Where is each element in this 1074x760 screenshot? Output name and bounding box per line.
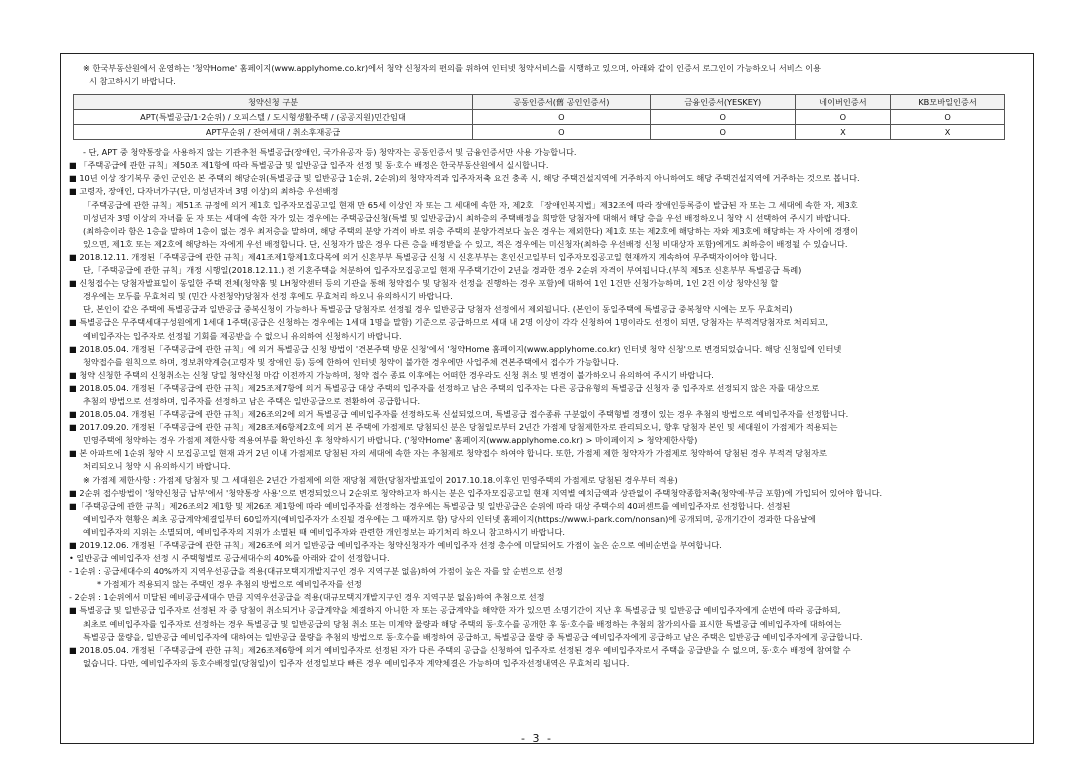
- notice-line: ■ 특별공급은 무주택세대구성원에게 1세대 1주택(공급은 신청하는 경우에는 1세대 1명을 말함) 기준으로 공급하므로 세대 내 2명 이상이 각각 신청하여 1명이라도 선정이 되면, 당첨자는 부적격당첨자로 처리되고,: [69, 317, 828, 328]
- notice-line: ■ 2순위 접수방법이 '청약신청금 납부'에서 '청약통장 사용'으로 변경되었으니 2순위로 청약하고자 하시는 분은 입주자모집공고일 현재 지역별 예치금액과 상관없이 주택청약종합저축(청약예·부금 포함)에 가입되어 있어야 합니다.: [69, 487, 883, 498]
- notice-line: ■ 고령자, 장애인, 다자녀가구(단, 미성년자녀 3명 이상)의 최하층 우선배정: [69, 186, 339, 197]
- certificate-table: [73, 94, 1005, 140]
- table-cell: O: [795, 110, 890, 125]
- notice-line: ■ 2017.09.20. 개정된「주택공급에 관한 규칙」제28조제6항제2호에 의거 본 주택에 가점제로 당첨되신 분은 당첨일로부터 2년간 가점제 당첨제한자로 관리되오니, 향후 당첨자 본인 및 세대원이 가점제가 적용되는: [69, 422, 838, 433]
- table-cell: O: [650, 125, 795, 140]
- notice-line: 청약접수를 원칙으로 하며, 정보취약계층(고령자 및 장애인 등) 등에 한하여 인터넷 청약이 불가한 경우에만 사업주체 견본주택에서 접수가 가능합니다.: [83, 356, 619, 367]
- table-header: 공동인증서(舊 공인인증서): [473, 95, 651, 110]
- table-row: [74, 125, 1005, 140]
- notice-line: 미성년자 3명 이상의 자녀를 둔 자 또는 세대에 속한 자가 있는 경우에는 주택공급신청(특별 및 일반공급)시 최하층의 주택배정을 희망한 당첨자에 대해서 해당 층을 우선 배정하오니 청약 시 선택하여 주시기 바랍니다.: [83, 212, 851, 223]
- table-cell: X: [795, 125, 890, 140]
- notice-line: 민영주택에 청약하는 경우 가점제 제한사항 적용여부를 확인하신 후 청약하시기 바랍니다. ('청약Home' 홈페이지(www.applyhome.co.kr) > 마이페이지 > 청약제한사항): [83, 435, 698, 446]
- notice-line: * 가점제가 적용되지 않는 주택인 경우 추첨의 방법으로 예비입주자를 선정: [97, 579, 362, 590]
- notice-line: 특별공급 물량을, 일반공급 예비입주자에 대하여는 일반공급 물량을 추첨의 방법으로 동·호수를 배정하여 공급하고, 특별공급 물량 중 특별공급 예비입주자에게 공급하고 남은 주택은 일반공급 예비입주자에게 공급합니다.: [83, 631, 863, 642]
- notice-line: ■ 10년 이상 장기복무 중인 군인은 본 주택의 해당순위(특별공급 및 일반공급 1순위, 2순위)의 청약자격과 입주자저축 요건 충족 시, 해당 주택건설지역에 거주하지 아니하여도 해당 주택건설지역에 거주하는 것으로 봅니다.: [69, 173, 860, 184]
- table-cell: APT(특별공급/1·2순위) / 오피스텔 / 도시형생활주택 / (공공지원)민간임대: [74, 110, 473, 125]
- notice-line: 있으면, 제1호 또는 제2호에 해당하는 자에게 우선 배정합니다. 단, 신청자가 많은 경우 다른 층을 배정받을 수 있고, 적은 경우에는 미신청자(최하층 우선배정 신청 비대상자 포함)에게도 최하층이 배정될 수 있습니다.: [83, 238, 848, 249]
- notice-line: ■ 「주택공급에 관한 규칙」제50조 제1항에 따라 특별공급 및 일반공급 입주자 선정 및 동·호수 배정은 한국부동산원에서 실시합니다.: [69, 160, 549, 171]
- notice-line: 예비입주자 현황은 최초 공급계약체결일부터 60일까지(예비입주자가 소진될 경우에는 그 때까지로 함) 당사의 인터넷 홈페이지(https://www.i-park.com/nonsan)에 공개되며, 공개기간이 경과한 다음날에: [83, 513, 816, 524]
- table-header-row: [74, 95, 1005, 110]
- notice-line: ■ 2018.12.11. 개정된「주택공급에 관한 규칙」제41조제1항제1호다목에 의거 신혼부부 특별공급 신청 시 신혼부부는 혼인신고일부터 입주자모집공고일 현재까지 계속하여 무주택자이어야 합니다.: [69, 251, 778, 262]
- notice-line: • 일반공급 예비입주자 선정 시 주택형별로 공급세대수의 40%를 아래와 같이 선정합니다.: [69, 553, 390, 564]
- intro-line-1: ※ 한국부동산원에서 운영하는 '청약Home' 홈페이지(www.applyhome.co.kr)에서 청약 신청자의 편의를 위하여 인터넷 청약서비스를 시행하고 있으며, 아래와 같이 인증서 로그인이 가능하오니 서비스 이용: [83, 63, 821, 73]
- notice-line: ■ 신청접수는 당첨자발표일이 동일한 주택 전체(청약홈 및 LH청약센터 등의 기관을 통해 청약접수 및 당첨자 선정을 진행하는 경우 포함)에 대하여 1인 1건만 신청가능하며, 1인 2건 이상 청약신청 할: [69, 278, 779, 289]
- notice-line: ■「주택공급에 관한 규칙」제26조의2 제1항 및 제26조 제1항에 따라 예비입주자를 선정하는 경우에는 특별공급 및 일반공급은 순위에 따라 대상 주택수의 40퍼센트를 예비입주자로 선정합니다. 선정된: [69, 500, 791, 511]
- notice-line: 단, 본인이 같은 주택에 특별공급과 일반공급 중복신청이 가능하나 특별공급 당첨자로 선정될 경우 일반공급 당첨자 선정에서 제외됩니다. (본인이 동일주택에 특별공급 중복청약 시에는 모두 무효처리): [83, 304, 793, 315]
- notice-line: - 단, APT 중 청약통장을 사용하지 않는 기관추천 특별공급(장애인, 국가유공자 등) 청약자는 공동인증서 및 금융인증서만 사용 가능합니다.: [83, 147, 577, 158]
- notice-line: 없습니다. 다만, 예비입주자의 동호수배정일(당첨일)이 입주자 선정일보다 빠른 경우 예비입주자 계약체결은 가능하며 입주자선정내역은 무효처리 됩니다.: [83, 657, 630, 668]
- notice-line: ■ 특별공급 및 일반공급 입주자로 선정된 자 중 당첨이 취소되거나 공급계약을 체결하지 아니한 자 또는 공급계약을 해약한 자가 있으면 소명기간이 지난 후 특별공급 및 일반공급 예비입주자에게 순번에 따라 공급하되,: [69, 605, 841, 616]
- notice-line: (최하층이라 함은 1층을 말하며 1층이 없는 경우 최저층을 말하며, 해당 주택의 분양 가격이 바로 위층 주택의 분양가격보다 높은 경우는 제외한다) 제1호 또는 제2호에 해당하는 자와 제3호에 해당하는 자 사이에 경쟁이: [83, 225, 858, 236]
- notice-line: 처리되오니 청약 시 유의하시기 바랍니다.: [83, 461, 231, 472]
- table-cell: X: [891, 125, 1005, 140]
- notice-body: [69, 146, 1025, 670]
- table-header: 네이버인증서: [795, 95, 890, 110]
- notice-line: 추첨의 방법으로 선정하며, 입주자를 선정하고 남은 주택은 일반공급으로 전환하여 공급합니다.: [83, 395, 421, 406]
- notice-line: 단,「주택공급에 관한 규칙」개정 시행일(2018.12.11.) 전 기혼주택을 처분하여 입주자모집공고일 현재 무주택기간이 2년을 경과한 경우 2순위 자격이 부여됩니다.(부칙 제5조 신혼부부 특별공급 특례): [83, 265, 802, 276]
- notice-line: 예비입주자의 지위는 소멸되며, 예비입주자의 지위가 소멸된 때 예비입주자와 관련한 개인정보는 파기처리 하오니 참고하시기 바랍니다.: [83, 526, 565, 537]
- notice-line: ■ 2019.12.06. 개정된「주택공급에 관한 규칙」제26조에 의거 일반공급 예비입주자는 청약신청자가 예비입주자 선정 총수에 미달되어도 가점이 높은 순으로 예비순번을 부여합니다.: [69, 540, 722, 550]
- table-header: KB모바일인증서: [891, 95, 1005, 110]
- notice-frame: [60, 53, 1034, 744]
- notice-line: 최초로 예비입주자를 입주자로 선정하는 경우 특별공급 및 일반공급의 당첨 취소 또는 미계약 물량과 해당 주택의 동·호수를 공개한 후 동·호수를 배정하는 추첨의 참가의사를 표시한 특별공급 예비입주자에 대하여는: [83, 618, 842, 629]
- notice-line: ※ 가점제 제한사항 : 가점제 당첨자 및 그 세대원은 2년간 가점제에 의한 재당첨 제한(당첨자발표일이 2017.10.18.이후인 민영주택의 가점제로 당첨된 경우부터 적용): [83, 474, 678, 485]
- page-number: - 3 -: [521, 732, 553, 745]
- table-cell: O: [891, 110, 1005, 125]
- table-header: 금융인증서(YESKEY): [650, 95, 795, 110]
- notice-line: - 1순위 : 공급세대수의 40%까지 지역우선공급을 적용(대규모택지개발지구인 경우 지역구분 없음)하여 가점이 높은 자를 앞 순번으로 선정: [69, 566, 563, 577]
- notice-line: ■ 청약 신청한 주택의 신청취소는 신청 당일 청약신청 마감 이전까지 가능하며, 청약 접수 종료 이후에는 어떠한 경우라도 신청 취소 및 변경이 불가하오니 유의하여 주시기 바랍니다.: [69, 369, 714, 380]
- table-cell: O: [473, 110, 651, 125]
- table-cell: O: [650, 110, 795, 125]
- table-cell: APT무순위 / 잔여세대 / 취소후재공급: [74, 125, 473, 140]
- notice-line: 「주택공급에 관한 규칙」제51조 규정에 의거 제1호 입주자모집공고일 현재 만 65세 이상인 자 또는 그 세대에 속한 자, 제2호 「장애인복지법」제32조에 따라 장애인등록증이 발급된 자 또는 그 세대에 속한 자, 제3호: [83, 199, 858, 210]
- table-header: 청약신청 구분: [74, 95, 473, 110]
- notice-line: ■ 2018.05.04. 개정된「주택공급에 관한 규칙」제26조의2에 의거 특별공급 예비입주자를 선정하도록 신설되었으며, 특별공급 접수종류 구분없이 주택형별 경쟁이 있는 경우 추첨의 방법으로 예비입주자를 선정합니다.: [69, 409, 849, 420]
- notice-line: 예비입주자는 입주자로 선정될 기회를 제공받을 수 없으니 유의하여 신청하시기 바랍니다.: [83, 330, 402, 341]
- notice-line: ■ 2018.05.04. 개정된「주택공급에 관한 규칙」에 의거 특별공급 신청 방법이 '견본주택 방문 신청'에서 '청약Home 홈페이지(www.applyhome.co.kr) 인터넷 청약 신청'으로 변경되었습니다. 해당 신청일에 인터넷: [69, 343, 842, 354]
- notice-line: 경우에는 모두를 무효처리 및 (민간 사전청약)당첨자 선정 후에도 무효처리 하오니 유의하시기 바랍니다.: [83, 291, 453, 302]
- notice-line: - 2순위 : 1순위에서 미달된 예비공급세대수 만큼 지역우선공급을 적용(대규모택지개발지구인 경우 지역구분 없음)하여 추첨으로 선정: [69, 592, 545, 603]
- notice-line: ■ 2018.05.04. 개정된「주택공급에 관한 규칙」제25조제7항에 의거 특별공급 대상 주택의 입주자를 선정하고 남은 주택의 입주자는 다른 공급유형의 특별공급 신청자 중 입주자로 선정되지 않은 자를 대상으로: [69, 382, 820, 393]
- table-cell: O: [473, 125, 651, 140]
- notice-line: ■ 2018.05.04. 개정된「주택공급에 관한 규칙」제26조제6항에 의거 예비입주자로 선정된 자가 다른 주택의 공급을 신청하여 입주자로 선정된 경우 예비입주자로서 주택을 공급받을 수 없으며, 동·호수 배정에 참여할 수: [69, 644, 851, 655]
- intro-line-2: 시 참고하시기 바랍니다.: [89, 76, 176, 87]
- table-row: [74, 110, 1005, 125]
- notice-line: ■ 본 아파트에 1순위 청약 시 모집공고일 현재 과거 2년 이내 가점제로 당첨된 자의 세대에 속한 자는 추첨제로 청약접수 하여야 합니다. 또한, 가점제 제한 청약자가 가점제로 청약하여 당첨된 경우 부적격 당첨자로: [69, 448, 827, 459]
